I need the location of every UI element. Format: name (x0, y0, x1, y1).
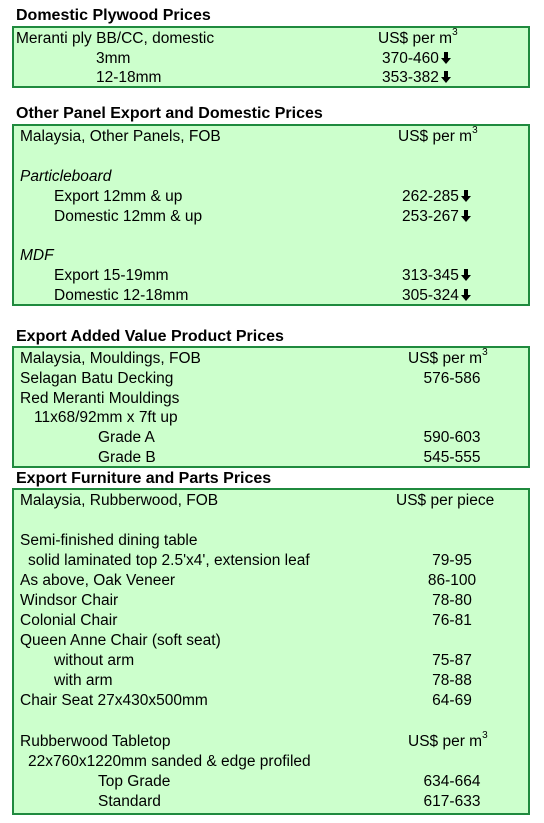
section-title: Export Added Value Product Prices (16, 328, 284, 345)
down-arrow-icon (461, 269, 471, 281)
row-label: Top Grade (98, 773, 171, 790)
row-value: 617-633 (423, 793, 481, 810)
down-arrow-icon (441, 71, 451, 83)
row-value: 545-555 (423, 449, 481, 466)
header-label: Meranti ply BB/CC, domestic (16, 30, 215, 47)
row-label: 22x760x1220mm sanded & edge profiled (28, 753, 311, 770)
row-label: Colonial Chair (20, 612, 118, 629)
row-label: Semi-finished dining table (20, 532, 198, 549)
row-label: Domestic 12-18mm (54, 287, 189, 304)
row-label: Windsor Chair (20, 592, 119, 609)
table-row (14, 448, 528, 468)
price-table (12, 124, 530, 306)
table-row (14, 286, 528, 306)
row-value: 78-80 (432, 592, 472, 609)
subheader-label: Rubberwood Tabletop (20, 733, 171, 750)
row-value: 64-69 (432, 692, 472, 709)
row-value: 576-586 (423, 370, 481, 387)
header-label: Malaysia, Other Panels, FOB (20, 128, 221, 145)
header-label: Malaysia, Rubberwood, FOB (20, 492, 219, 509)
unit-label: US$ per $m^3$ (408, 346, 488, 367)
down-arrow-icon (461, 289, 471, 301)
row-label: Grade A (98, 429, 155, 446)
table-row (14, 428, 528, 448)
price-table (12, 488, 530, 815)
row-value: 79-95 (432, 552, 472, 569)
header-label: Malaysia, Mouldings, FOB (20, 350, 201, 367)
row-label: As above, Oak Veneer (20, 572, 176, 589)
table-row (14, 772, 528, 792)
table-header (14, 124, 528, 147)
table-row (14, 207, 528, 227)
row-value: 262-285 (402, 187, 471, 207)
table-row (14, 187, 528, 207)
down-arrow-icon (461, 190, 471, 202)
row-value: 78-88 (432, 672, 472, 689)
row-label: Export 15-19mm (54, 267, 169, 284)
price-table (12, 26, 530, 88)
table-row (14, 792, 528, 812)
row-label: Chair Seat 27x430x500mm (20, 692, 208, 709)
table-row (14, 631, 528, 651)
row-value: 634-664 (423, 773, 481, 790)
down-arrow-icon (441, 52, 451, 64)
row-label: Queen Anne Chair (soft seat) (20, 632, 221, 649)
table-row (14, 671, 528, 691)
row-label: Red Meranti Mouldings (20, 390, 180, 407)
row-value: 305-324 (402, 286, 471, 306)
row-label: Selagan Batu Decking (20, 370, 174, 387)
table-header (14, 491, 528, 511)
row-label: 12-18mm (96, 69, 162, 86)
group-label: MDF (20, 247, 54, 264)
row-value: 313-345 (402, 266, 471, 286)
down-arrow-icon (461, 210, 471, 222)
table-row (14, 571, 528, 591)
row-label: without arm (54, 652, 135, 669)
table-row (14, 611, 528, 631)
section-title: Domestic Plywood Prices (16, 7, 211, 24)
table-row (14, 389, 528, 409)
table-row (14, 531, 528, 551)
unit-label: US$ per $m^3$ (398, 124, 478, 145)
row-label: Export 12mm & up (54, 188, 183, 205)
row-value: 353-382 (382, 68, 451, 88)
row-label: solid laminated top 2.5'x4', extension leaf (28, 552, 310, 569)
row-label: with arm (54, 672, 113, 689)
table-row (14, 369, 528, 389)
table-row (14, 68, 528, 88)
unit-label: US$ per piece (396, 492, 495, 509)
row-value: 253-267 (402, 207, 471, 227)
price-table (12, 346, 530, 468)
table-row (14, 266, 528, 286)
row-value: 75-87 (432, 652, 472, 669)
table-row (14, 591, 528, 611)
table-header (14, 26, 528, 49)
row-value: 76-81 (432, 612, 472, 629)
row-label: 3mm (96, 50, 131, 67)
table-row (14, 49, 528, 69)
unit-label: US$ per $m^3$ (408, 729, 488, 750)
row-label: Standard (98, 793, 161, 810)
table-row (14, 408, 528, 428)
row-value: 590-603 (423, 429, 481, 446)
section-title: Other Panel Export and Domestic Prices (16, 105, 323, 122)
row-value: 370-460 (382, 49, 451, 69)
table-row (14, 752, 528, 772)
table-header (14, 346, 528, 369)
group-label: Particleboard (20, 168, 112, 185)
row-value: 86-100 (427, 572, 477, 589)
table-row (14, 691, 528, 711)
unit-label: US$ per $m^3$ (378, 26, 458, 47)
table-subheader (14, 729, 528, 752)
row-label: Grade B (98, 449, 156, 466)
row-label: 11x68/92mm x 7ft up (34, 409, 178, 426)
section-title: Export Furniture and Parts Prices (16, 470, 272, 487)
table-row (14, 651, 528, 671)
row-label: Domestic 12mm & up (54, 208, 203, 225)
table-row (14, 551, 528, 571)
